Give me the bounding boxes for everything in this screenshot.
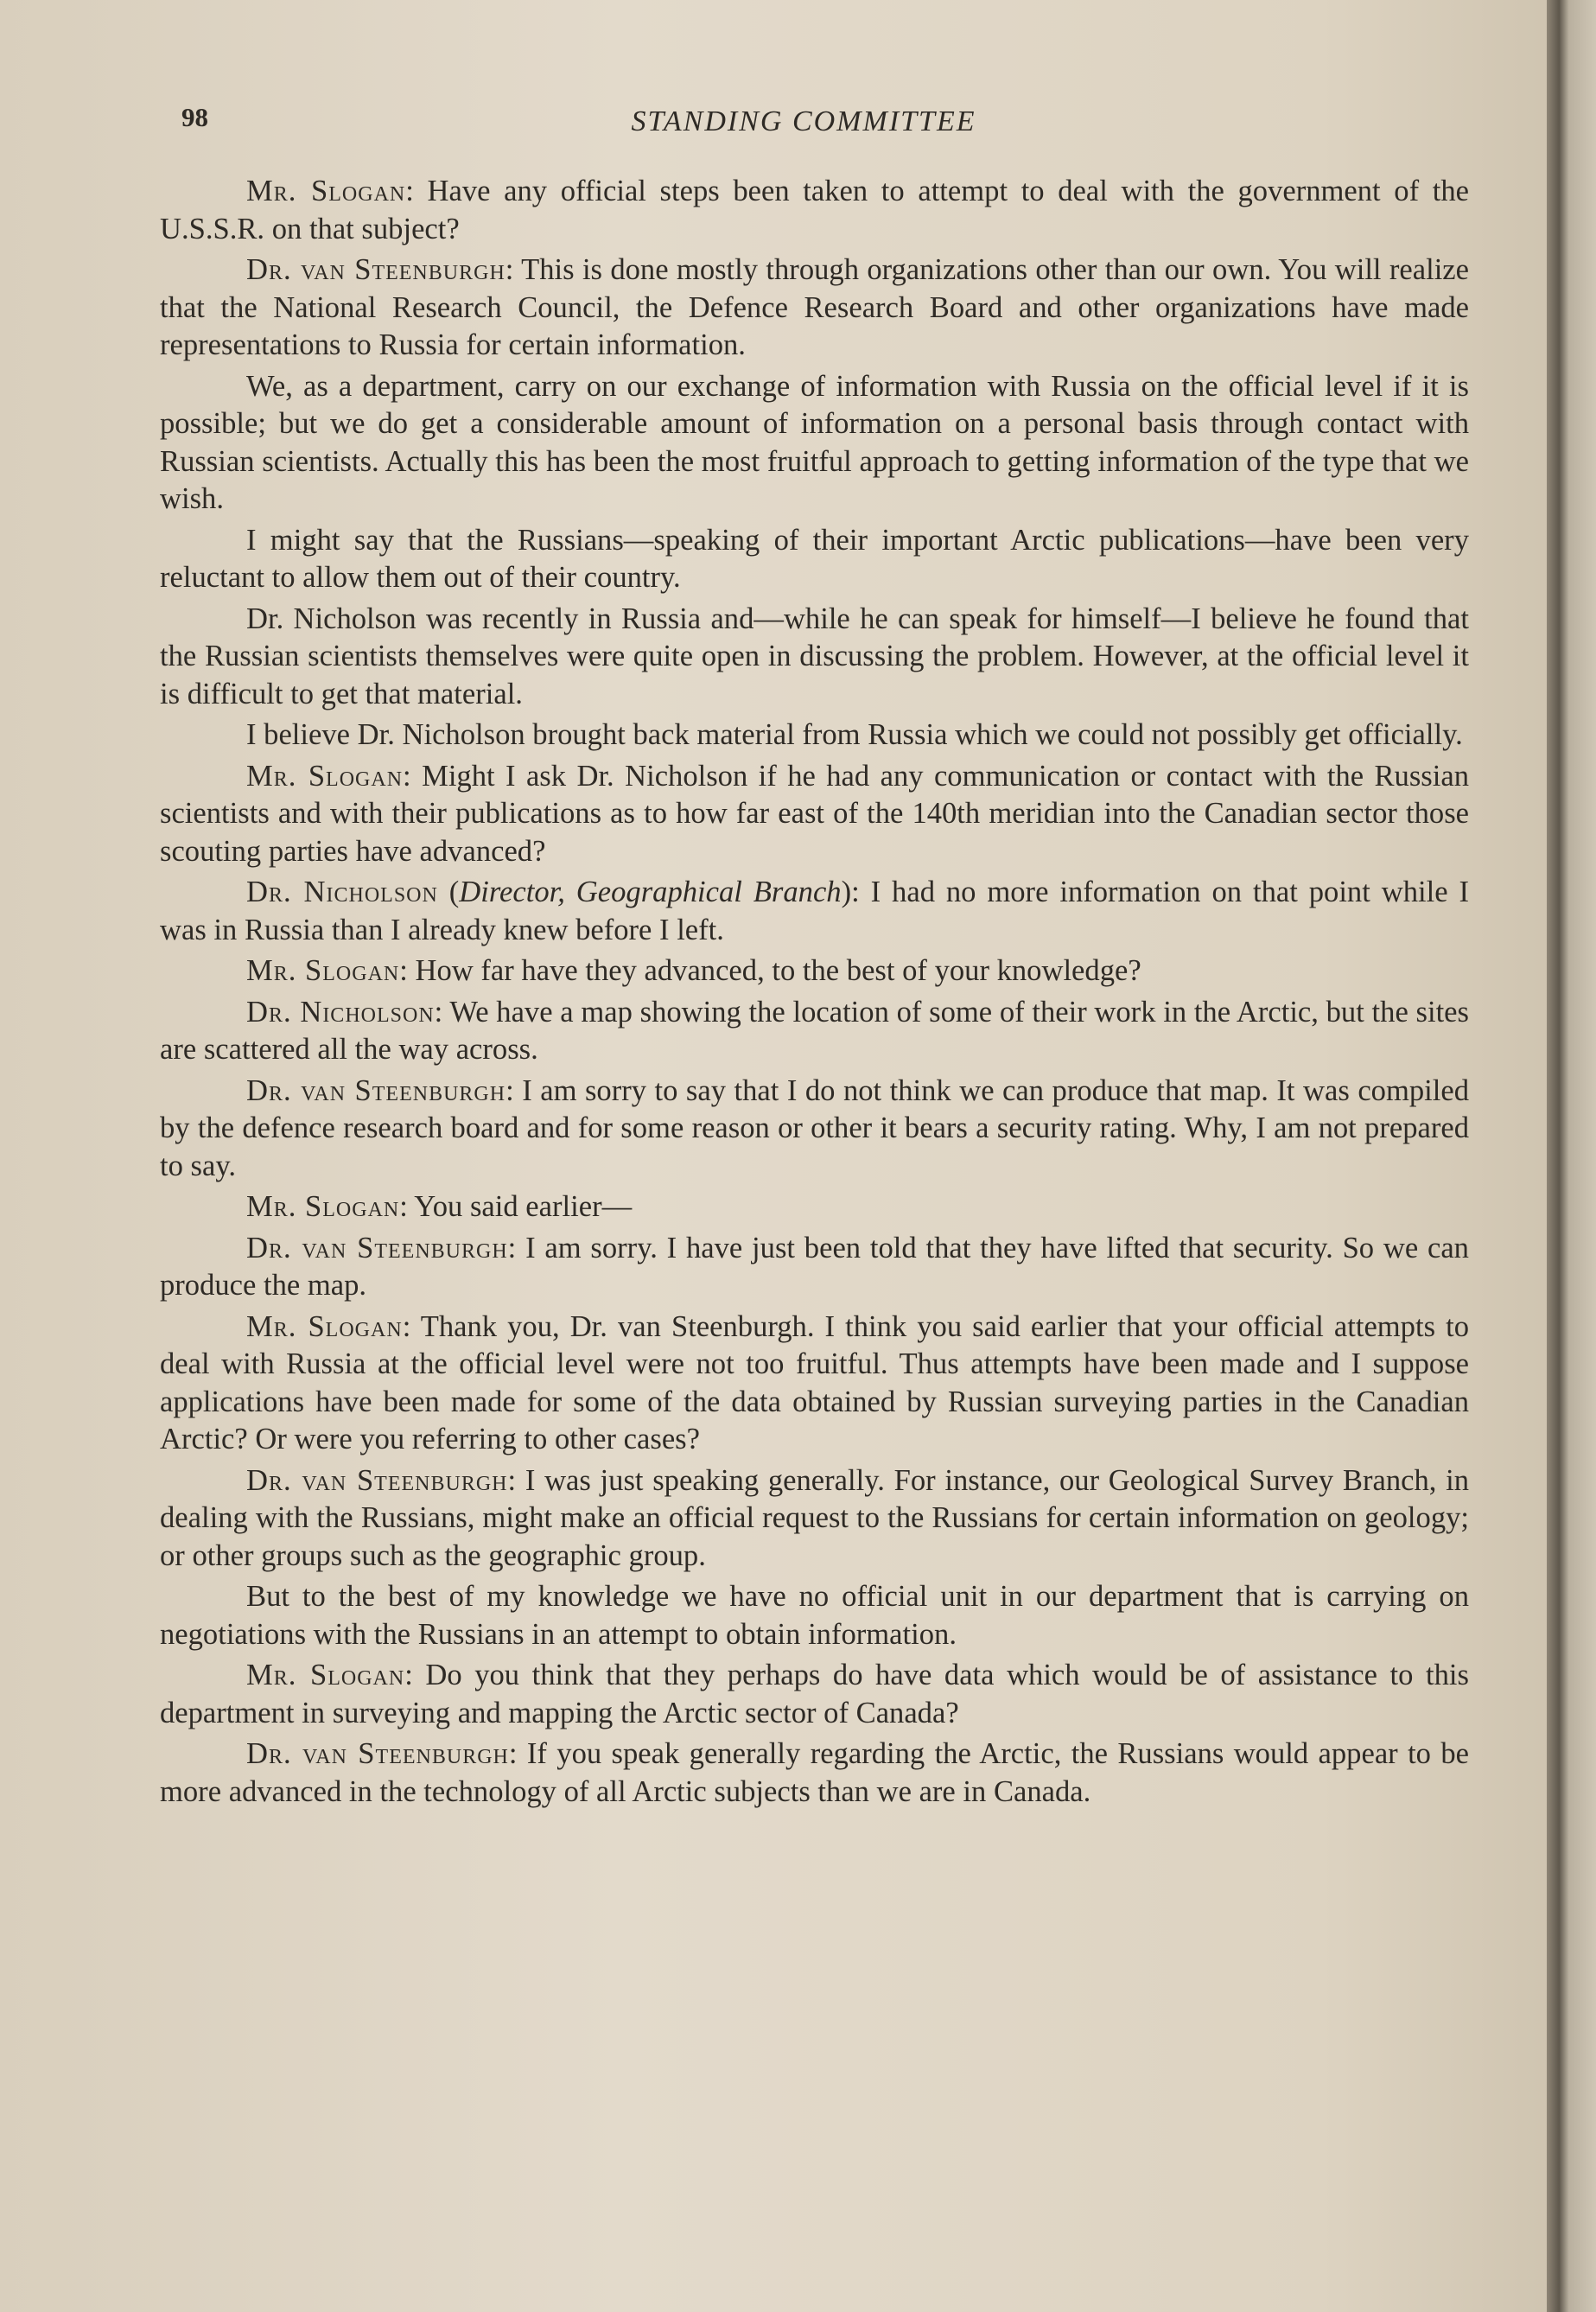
- speaker: Dr. van Steenburgh: [246, 1231, 508, 1264]
- paragraph-text: How far have they advanced, to the best of your knowledge?: [415, 954, 1141, 987]
- paragraph: Mr. Slogan: You said earlier—: [246, 1190, 633, 1223]
- paragraph-text: I am sorry to say that I do not think we can produce that map. It was compiled by the defence research board and for some reason or other it bears a security rating. Why, I am not prepared to say.: [160, 1073, 1469, 1182]
- speaker: Dr. van Steenburgh: [246, 253, 506, 286]
- paragraph: Dr. van Steenburgh: I was just speaking generally. For instance, our Geological Survey Branch, in dealing with the Russians, might make an official request to the Russians for certain information on geology; or other groups such as the geographic group.: [160, 1463, 1469, 1572]
- speaker: Mr. Slogan: [246, 175, 406, 207]
- paragraph: [160, 368, 1469, 519]
- speaker: Mr. Slogan: [246, 1309, 403, 1343]
- paragraph: [160, 1578, 1469, 1653]
- paragraph: [160, 717, 1469, 755]
- paragraph: Dr. van Steenburgh: I am sorry to say that I do not think we can produce that map. It was compiled by the defence research board and for some reason or other it bears a security rating. Why, I am not prepared to say.: [160, 1073, 1469, 1182]
- page-number: 98: [181, 102, 208, 132]
- paragraph-text: We, as a department, carry on our exchange of information with Russia on the official level if it is possible; but we do get a considerable amount of information on a personal basis through contact with Russian scientists. Actually this has been the most fruitful approach to getting information of the type that we wish.: [160, 369, 1469, 515]
- paragraph-text: I had no more information on that point while I was in Russia than I already knew before I left.: [160, 876, 1469, 946]
- speaker: Dr. Nicholson: [246, 995, 435, 1029]
- speaker: Dr. Nicholson: [246, 876, 438, 908]
- speaker-role: Director, Geographical Branch: [459, 876, 842, 908]
- paragraph: [160, 522, 1469, 597]
- speaker: Mr. Slogan: [246, 954, 400, 987]
- paragraph: Mr. Slogan: Thank you, Dr. van Steenburgh. I think you said earlier that your official attempts to deal with Russia at the official level were not too fruitful. Thus attempts have been made and I suppose applications have been made for some of the data obtained by Russian surveying parties in the Canadian Arctic? Or were you referring to other cases?: [160, 1309, 1469, 1455]
- paragraph-text: I am sorry. I have just been told that they have lifted that security. So we can produce the map.: [160, 1231, 1469, 1302]
- paragraph-text: I might say that the Russians—speaking of their important Arctic publications—have been very reluctant to allow them out of their country.: [160, 523, 1469, 594]
- paragraph: Mr. Slogan: How far have they advanced, to the best of your knowledge?: [246, 954, 1141, 987]
- paragraph-text: Do you think that they perhaps do have data which would be of assistance to this department in surveying and mapping the Arctic sector of Canada?: [160, 1659, 1469, 1729]
- paragraph-text: Might I ask Dr. Nicholson if he had any communication or contact with the Russian scientists and with their publications as to how far east of the 140th meridian into the Canadian sector those scouting parties have advanced?: [160, 759, 1469, 868]
- speaker: Dr. van Steenburgh: [246, 1737, 509, 1770]
- paragraph-text: Thank you, Dr. van Steenburgh. I think you said earlier that your official attempts to deal with Russia at the official level were not too fruitful. Thus attempts have been made and I suppose applications have been made for some of the data obtained by Russian surveying parties in the Canadian Arctic? Or were you referring to other cases?: [160, 1309, 1469, 1455]
- paragraph: Mr. Slogan: Have any official steps been taken to attempt to deal with the government of the U.S.S.R. on that subject?: [160, 175, 1469, 245]
- paragraph-text: I was just speaking generally. For instance, our Geological Survey Branch, in dealing with the Russians, might make an official request to the Russians for certain information on geology; or other groups such as the geographic group.: [160, 1463, 1469, 1572]
- page-header: [181, 102, 1469, 145]
- book-spine-shadow: [1547, 0, 1596, 2312]
- paragraph: Dr. Nicholson (Director, Geographical Branch): I had no more information on that point while I was in Russia than I already knew before I left.: [160, 876, 1469, 946]
- speaker: Dr. van Steenburgh: [246, 1463, 508, 1497]
- running-head: STANDING COMMITTEE: [631, 105, 976, 137]
- paragraph-text: We have a map showing the location of some of their work in the Arctic, but the sites are scattered all the way across.: [160, 995, 1469, 1066]
- speaker: Mr. Slogan: [246, 1659, 405, 1691]
- paragraph-text: This is done mostly through organizations other than our own. You will realize that the National Research Council, the Defence Research Board and other organizations have made representations to Russia for certain information.: [160, 253, 1469, 361]
- speaker: Dr. van Steenburgh: [246, 1073, 506, 1107]
- paragraph-text: You said earlier—: [414, 1190, 633, 1223]
- speaker: Mr. Slogan: [246, 1190, 400, 1223]
- paragraph-text: I believe Dr. Nicholson brought back material from Russia which we could not possibly get officially.: [246, 718, 1463, 751]
- speaker: Mr. Slogan: [246, 759, 404, 793]
- paragraph: Dr. van Steenburgh: This is done mostly through organizations other than our own. You will realize that the National Research Council, the Defence Research Board and other organizations have made representations to Russia for certain information.: [160, 253, 1469, 361]
- body-text: [160, 173, 1469, 1814]
- paragraph-text: But to the best of my knowledge we have no official unit in our department that is carrying on negotiations with the Russians in an attempt to obtain information.: [160, 1580, 1469, 1651]
- paragraph: Dr. van Steenburgh: If you speak generally regarding the Arctic, the Russians would appear to be more advanced in the technology of all Arctic subjects than we are in Canada.: [160, 1737, 1469, 1808]
- paragraph: [160, 601, 1469, 714]
- paragraph: Mr. Slogan: Might I ask Dr. Nicholson if he had any communication or contact with the Russian scientists and with their publications as to how far east of the 140th meridian into the Canadian sector those scouting parties have advanced?: [160, 759, 1469, 868]
- paragraph-text: Have any official steps been taken to attempt to deal with the government of the U.S.S.R. on that subject?: [160, 175, 1469, 245]
- paragraph-text: Dr. Nicholson was recently in Russia and—while he can speak for himself—I believe he found that the Russian scientists themselves were quite open in discussing the problem. However, at the official level it is difficult to get that material.: [160, 602, 1469, 710]
- paragraph-text: If you speak generally regarding the Arctic, the Russians would appear to be more advanced in the technology of all Arctic subjects than we are in Canada.: [160, 1737, 1469, 1808]
- paragraph: Dr. Nicholson: We have a map showing the location of some of their work in the Arctic, but the sites are scattered all the way across.: [160, 995, 1469, 1066]
- paragraph: Dr. van Steenburgh: I am sorry. I have just been told that they have lifted that security. So we can produce the map.: [160, 1231, 1469, 1302]
- paragraph: Mr. Slogan: Do you think that they perhaps do have data which would be of assistance to this department in surveying and mapping the Arctic sector of Canada?: [160, 1659, 1469, 1729]
